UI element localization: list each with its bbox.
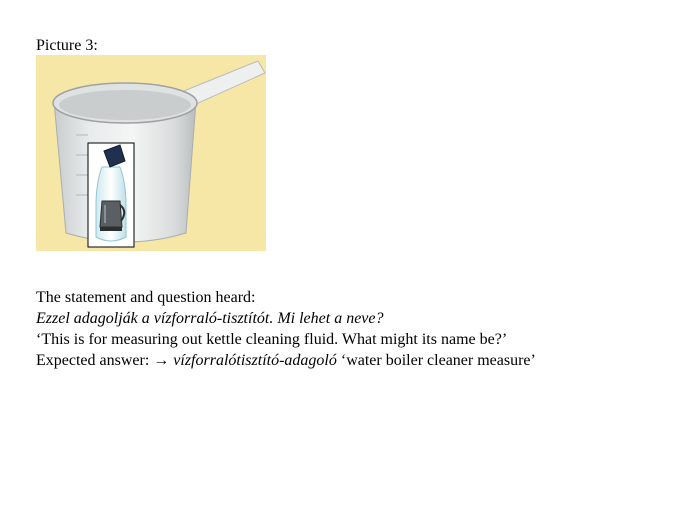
picture-caption: Picture 3: — [36, 37, 98, 54]
expected-answer-label: Expected answer: → — [36, 352, 170, 369]
kettle-icon — [100, 201, 124, 231]
expected-answer-gloss: ‘water boiler cleaner measure’ — [340, 352, 536, 369]
hungarian-sentence: Ezzel adagolják a vízforraló-tisztítót. Mi lehet a neve? — [36, 310, 384, 327]
english-translation: ‘This is for measuring out kettle cleaning fluid. What might its name be?’ — [36, 331, 508, 348]
measuring-cup-picture — [36, 55, 266, 251]
statement-block — [36, 287, 676, 371]
statement-heading: The statement and question heard: — [36, 289, 256, 306]
expected-answer-word: vízforralótisztító-adagoló — [173, 352, 337, 369]
kettle-cleaner-bottle-icon — [88, 143, 134, 247]
expected-answer — [36, 350, 676, 371]
